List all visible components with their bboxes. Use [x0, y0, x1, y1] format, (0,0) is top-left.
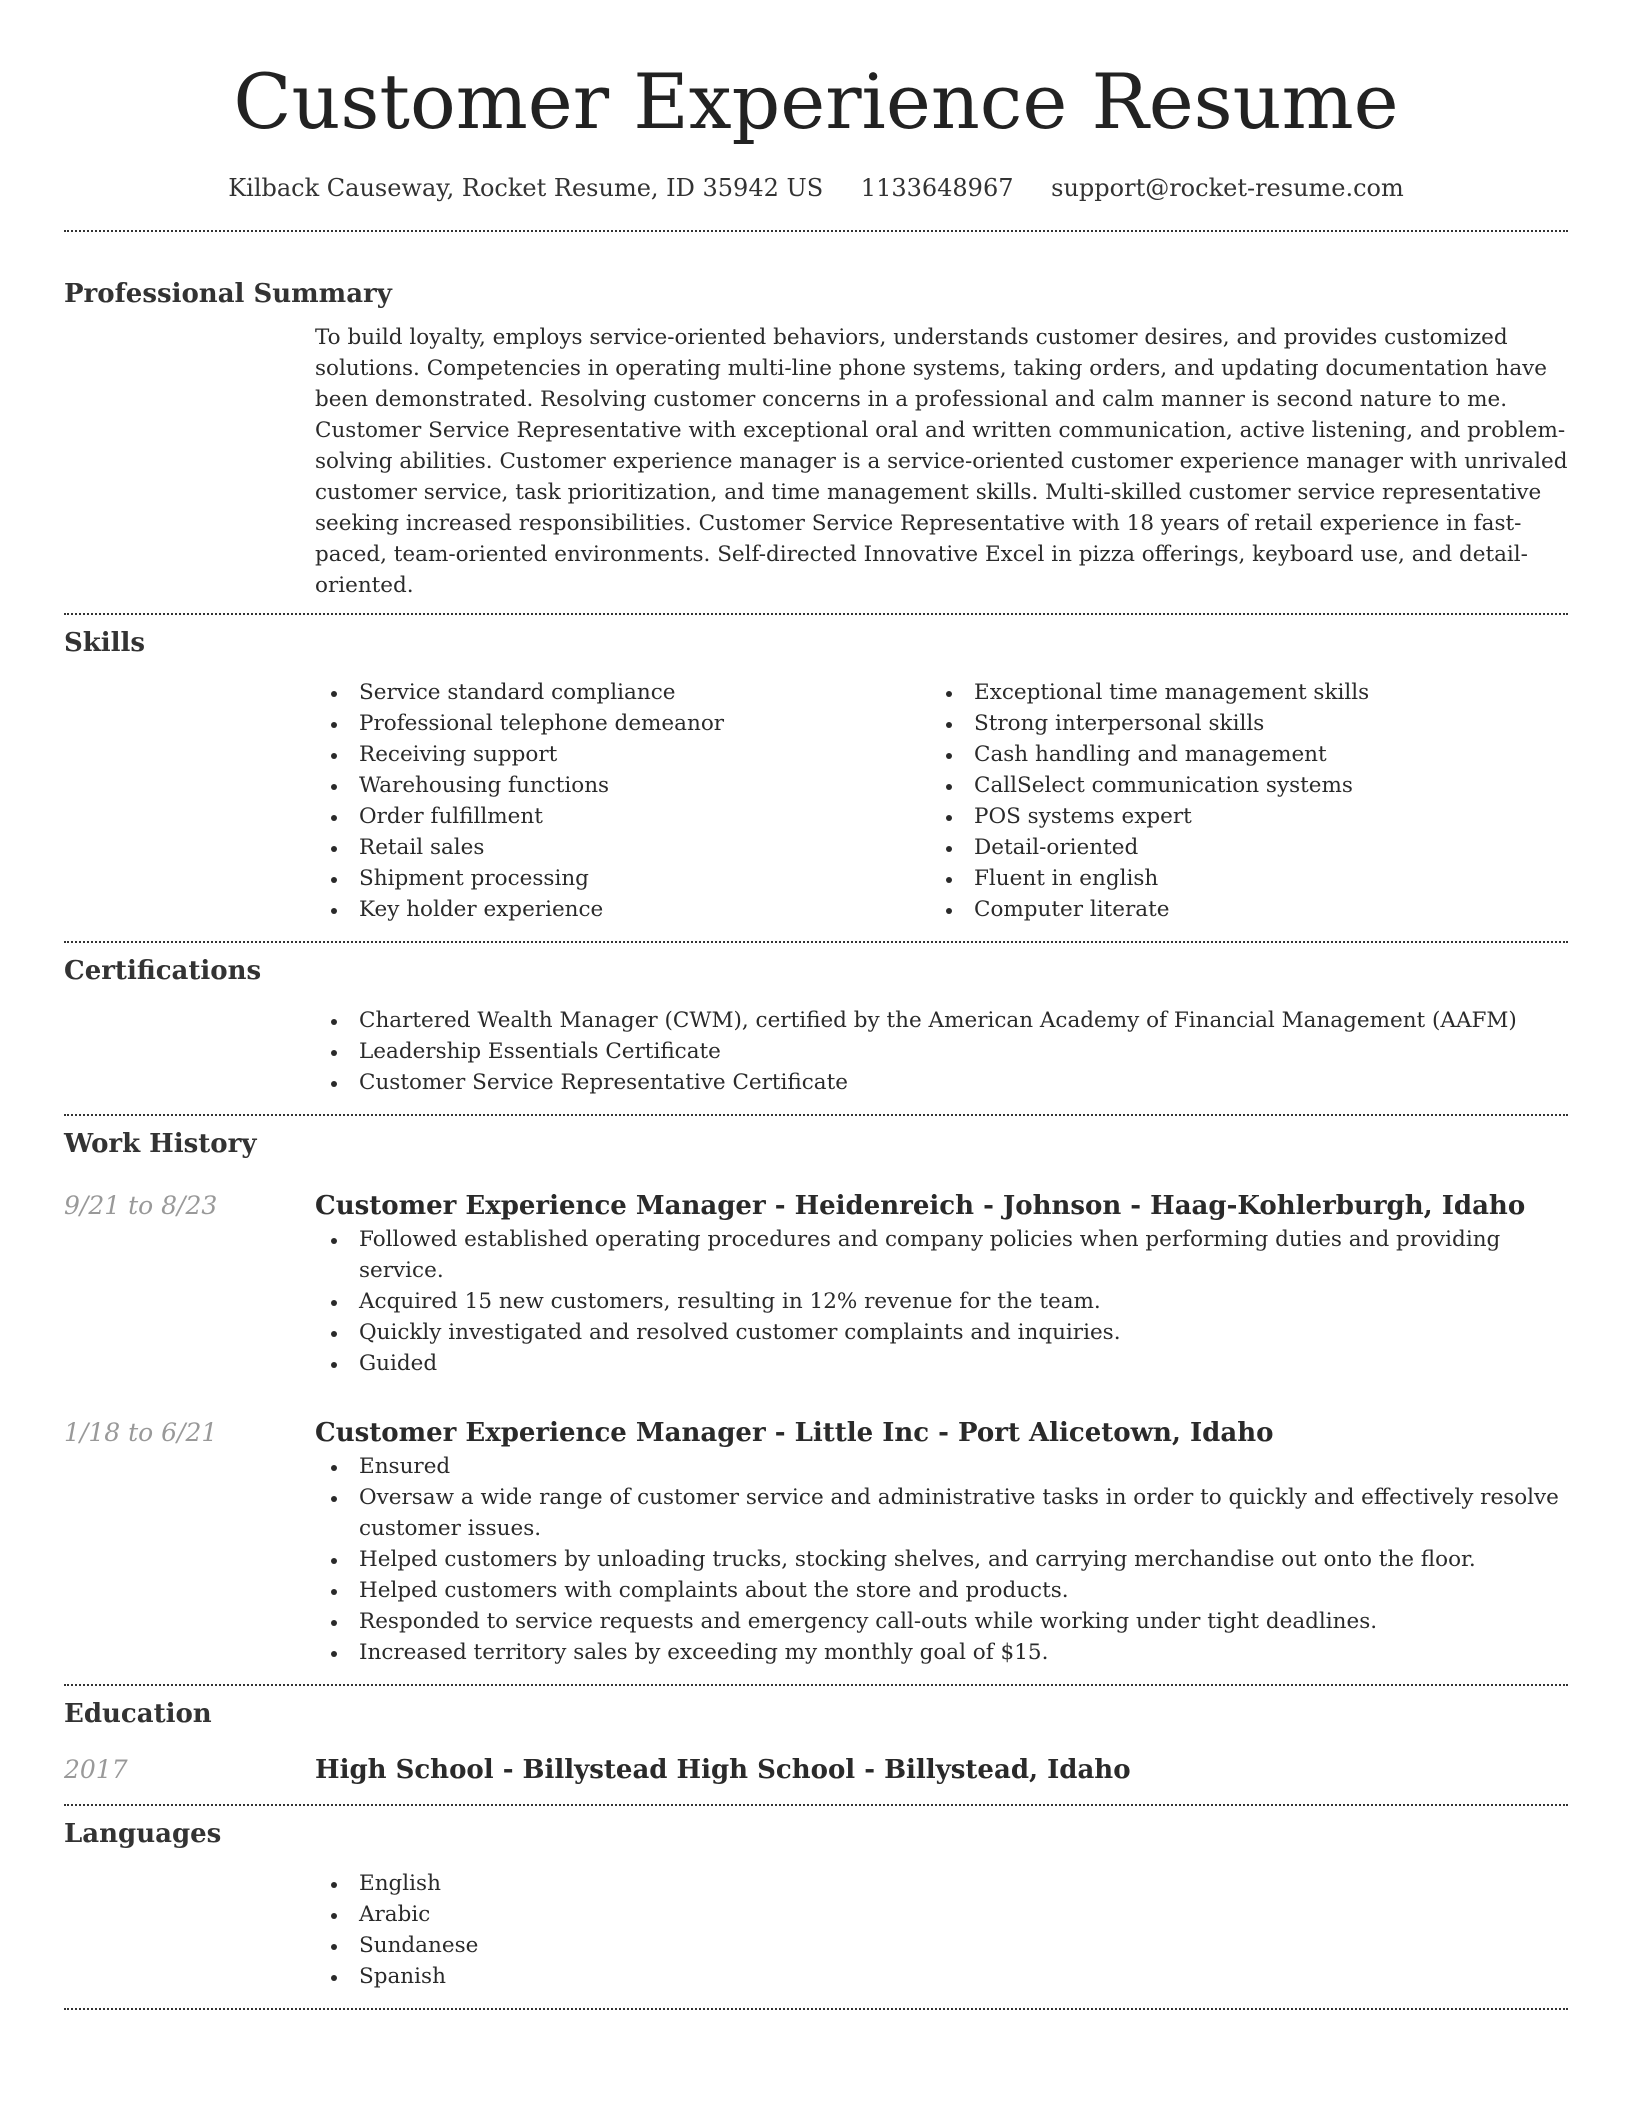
list-item: Guided: [315, 1348, 1568, 1379]
job-date: 9/21 to 8/23: [64, 1191, 218, 1220]
list-item: Helped customers with complaints about the store and products.: [315, 1575, 1568, 1606]
list-item: Arabic: [315, 1899, 1568, 1930]
list-item: Receiving support: [315, 739, 930, 770]
job-bullets: [315, 1224, 1568, 1379]
list-item: Professional telephone demeanor: [315, 708, 930, 739]
section-heading: Certifications: [64, 956, 262, 986]
list-item: Key holder experience: [315, 894, 930, 925]
education-entry: [64, 1752, 1568, 1804]
section-heading: Languages: [64, 1819, 222, 1849]
section-heading: Skills: [64, 628, 146, 658]
languages-section: [64, 1806, 1568, 2008]
divider: [64, 2008, 1568, 2010]
certifications-section: [64, 943, 1568, 1114]
summary-section: [64, 232, 1568, 613]
list-item: Cash handling and management: [930, 739, 1545, 770]
list-item: Retail sales: [315, 832, 930, 863]
job-entry: [64, 1188, 1568, 1379]
list-item: Oversaw a wide range of customer service and administrative tasks in order to quickly and effectively resolve customer issues.: [315, 1482, 1568, 1544]
list-item: Helped customers by unloading trucks, stocking shelves, and carrying merchandise out onto the floor.: [315, 1544, 1568, 1575]
job-entry: [64, 1415, 1568, 1684]
section-heading: Professional Summary: [64, 279, 392, 309]
list-item: Chartered Wealth Manager (CWM), certified by the American Academy of Financial Management (AAFM): [315, 1005, 1568, 1036]
list-item: Exceptional time management skills: [930, 677, 1545, 708]
list-item: CallSelect communication systems: [930, 770, 1545, 801]
list-item: Sundanese: [315, 1930, 1568, 1961]
education-title: High School - Billystead High School - Billystead, Idaho: [315, 1755, 1131, 1785]
list-item: Customer Service Representative Certificate: [315, 1067, 1568, 1098]
skills-list-left: [315, 677, 930, 925]
skills-section: [64, 615, 1568, 941]
list-item: Ensured: [315, 1451, 1568, 1482]
education-date: 2017: [64, 1755, 128, 1784]
list-item: Computer literate: [930, 894, 1545, 925]
list-item: Fluent in english: [930, 863, 1545, 894]
list-item: Order fulfillment: [315, 801, 930, 832]
list-item: POS systems expert: [930, 801, 1545, 832]
section-heading: Education: [64, 1699, 212, 1729]
list-item: Strong interpersonal skills: [930, 708, 1545, 739]
job-date: 1/18 to 6/21: [64, 1418, 218, 1447]
email: support@rocket-resume.com: [1051, 174, 1404, 202]
list-item: English: [315, 1868, 1568, 1899]
list-item: Spanish: [315, 1961, 1568, 1992]
address: Kilback Causeway, Rocket Resume, ID 35942 US: [228, 174, 824, 202]
work-history-section: [64, 1116, 1568, 1684]
certifications-list: [315, 1005, 1568, 1098]
job-title: Customer Experience Manager - Heidenreich - Johnson - Haag-Kohlerburgh, Idaho: [315, 1191, 1526, 1221]
section-heading: Work History: [64, 1129, 257, 1159]
languages-list: [315, 1868, 1568, 1992]
list-item: Quickly investigated and resolved customer complaints and inquiries.: [315, 1317, 1568, 1348]
skills-list-right: [930, 677, 1545, 925]
summary-text: To build loyalty, employs service-oriented behaviors, understands customer desires, and provides customized solutions. Competencies in operating multi-line phone systems, taking orders, and updating documentation have been demonstrated. Resolving customer concerns in a professional and calm manner is second nature to me. Customer Service Representative with exceptional oral and written communication, active listening, and problem-solving abilities. Customer experience manager is a service-oriented customer experience manager with unrivaled customer service, task prioritization, and time management skills. Multi-skilled customer service representative seeking increased responsibilities. Customer Service Representative with 18 years of retail experience in fast-paced, team-oriented environments. Self-directed Innovative Excel in pizza offerings, keyboard use, and detail-oriented.: [315, 325, 1568, 598]
list-item: Warehousing functions: [315, 770, 930, 801]
job-bullets: [315, 1451, 1568, 1684]
resume-title: Customer Experience Resume: [233, 57, 1399, 146]
list-item: Acquired 15 new customers, resulting in 12% revenue for the team.: [315, 1286, 1568, 1317]
list-item: Detail-oriented: [930, 832, 1545, 863]
list-item: Shipment processing: [315, 863, 930, 894]
list-item: Followed established operating procedures and company policies when performing duties and providing service.: [315, 1224, 1568, 1286]
job-title: Customer Experience Manager - Little Inc - Port Alicetown, Idaho: [315, 1418, 1274, 1448]
list-item: Service standard compliance: [315, 677, 930, 708]
phone: 1133648967: [860, 174, 1014, 202]
contact-line: [64, 170, 1568, 206]
education-section: [64, 1686, 1568, 1804]
list-item: Responded to service requests and emergency call-outs while working under tight deadlines.: [315, 1606, 1568, 1637]
list-item: Increased territory sales by exceeding my monthly goal of $15.: [315, 1637, 1568, 1668]
list-item: Leadership Essentials Certificate: [315, 1036, 1568, 1067]
